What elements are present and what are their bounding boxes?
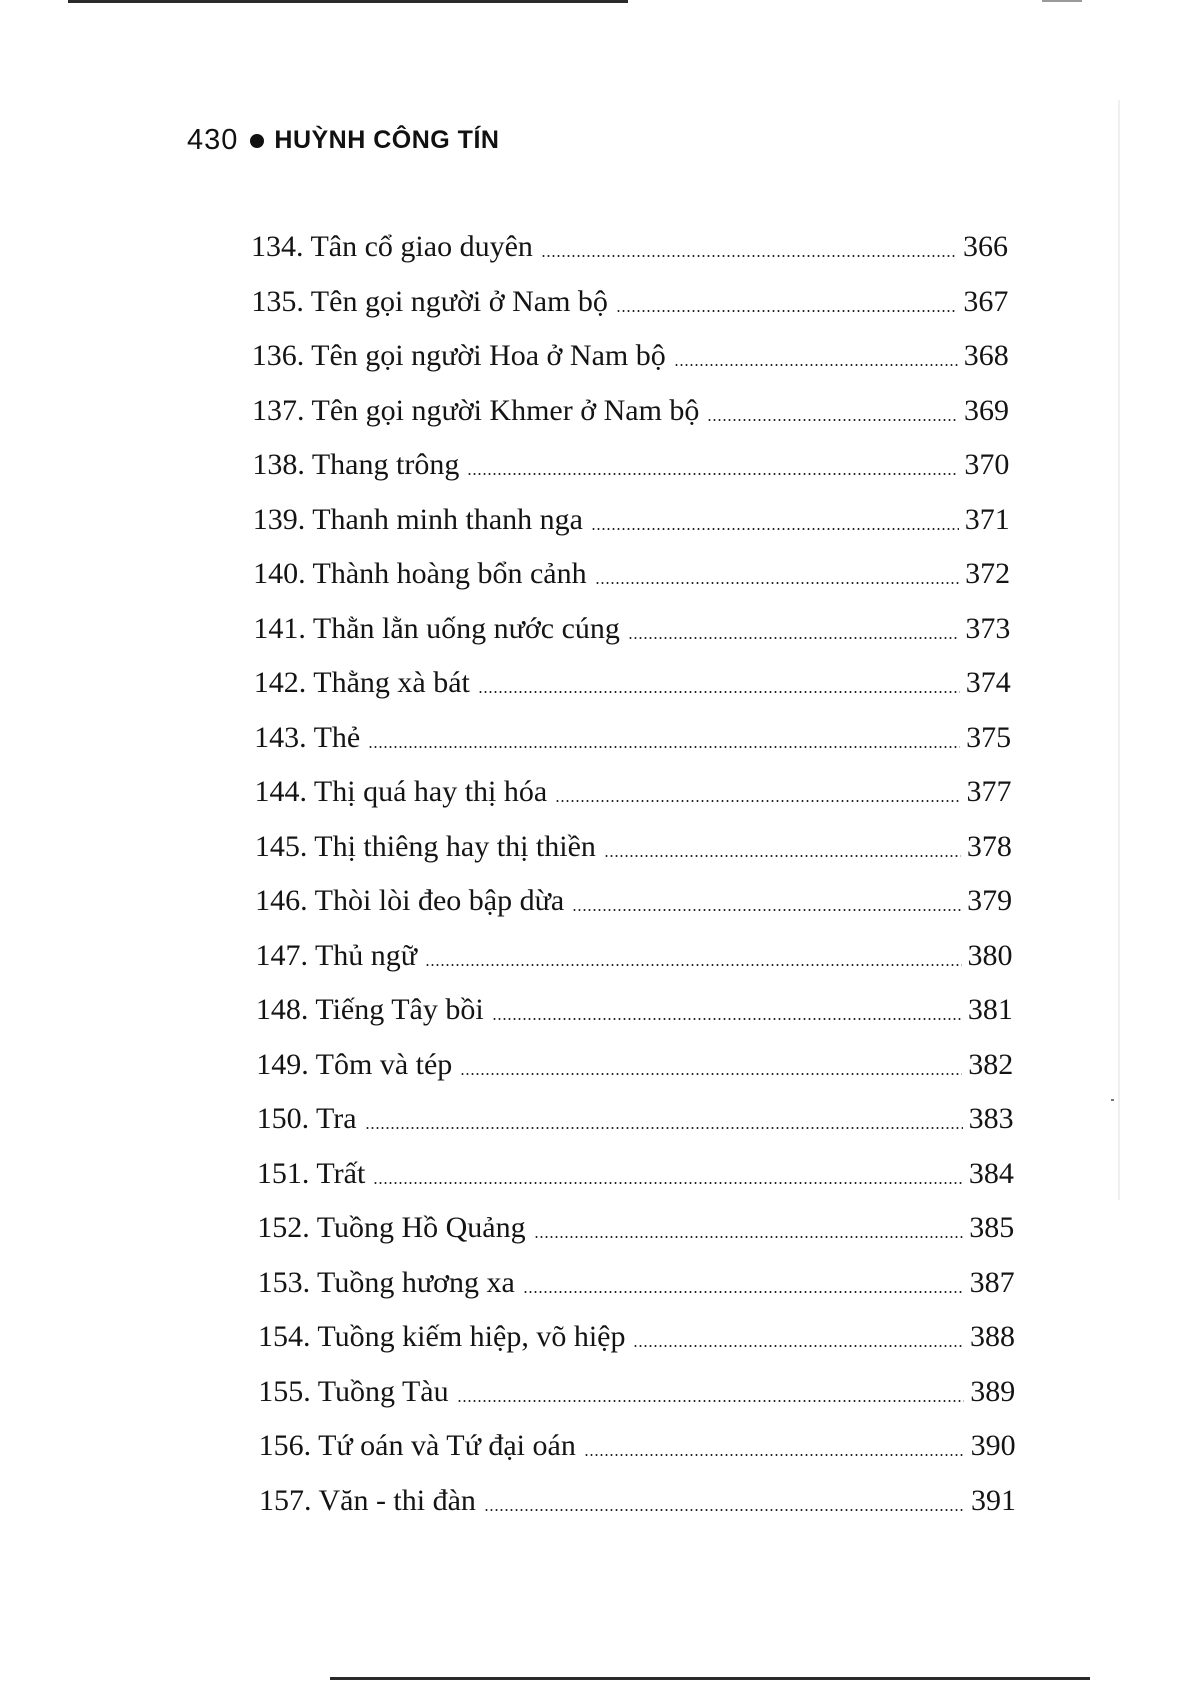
toc-entry-page: 382 — [968, 1047, 1014, 1081]
toc-entry-page: 379 — [967, 884, 1013, 917]
dot-leader — [591, 498, 965, 542]
author-name: HUỲNH CÔNG TÍN — [274, 126, 500, 154]
toc-entry-page: 391 — [971, 1483, 1016, 1517]
toc-entry[interactable] — [256, 934, 1013, 978]
scan-edge-bottom — [330, 1677, 1090, 1680]
dot-leader — [484, 1479, 971, 1523]
toc-entry[interactable] — [259, 1479, 1016, 1523]
dot-leader — [373, 1152, 969, 1196]
toc-entry-title: 142. Thằng xà bát — [253, 666, 470, 699]
toc-entry[interactable] — [255, 879, 1012, 923]
toc-entry-page: 375 — [966, 720, 1012, 754]
toc-entry-page: 378 — [966, 829, 1012, 863]
page-number: 430 — [187, 124, 239, 156]
toc-entry[interactable] — [254, 661, 1011, 705]
dot-leader — [541, 225, 963, 269]
toc-entry-page: 389 — [970, 1374, 1016, 1408]
dot-leader — [467, 443, 964, 487]
toc-entry[interactable] — [258, 1370, 1015, 1414]
toc-entry[interactable] — [259, 1424, 1016, 1468]
toc-entry[interactable] — [257, 1097, 1014, 1141]
toc-entry-page: 367 — [963, 284, 1009, 318]
toc-entry-title: 151. Trất — [256, 1156, 366, 1190]
toc-entry[interactable] — [258, 1315, 1015, 1359]
dot-leader — [534, 1206, 970, 1250]
dot-leader — [707, 389, 964, 433]
toc-entry-title: 148. Tiếng Tây bồi — [255, 993, 484, 1026]
toc-entry-page: 385 — [969, 1211, 1015, 1244]
toc-entry-title: 153. Tuồng hương xa — [257, 1265, 515, 1299]
toc-entry-title: 152. Tuồng Hồ Quảng — [257, 1211, 526, 1244]
toc-entry-title: 154. Tuồng kiếm hiệp, võ hiệp — [257, 1320, 626, 1353]
toc-entry[interactable] — [256, 1043, 1013, 1087]
toc-entry[interactable] — [254, 770, 1011, 814]
dot-leader — [584, 1424, 971, 1468]
toc-entry-title: 156. Tứ oán và Tứ đại oán — [258, 1429, 576, 1462]
toc-entry[interactable] — [251, 280, 1008, 324]
toc-entry-title: 145. Thị thiêng hay thị thiền — [254, 829, 596, 863]
dot-leader — [595, 552, 965, 596]
toc-entry[interactable] — [255, 825, 1012, 869]
toc-entry-page: 381 — [967, 993, 1013, 1026]
toc-entry-page: 380 — [967, 938, 1013, 972]
toc-entry[interactable] — [253, 607, 1010, 651]
toc-entry[interactable] — [257, 1152, 1014, 1196]
toc-entry[interactable] — [257, 1206, 1014, 1250]
toc-entry-title: 147. Thủ ngữ — [255, 938, 418, 972]
dot-leader — [460, 1043, 968, 1087]
dot-leader — [425, 934, 967, 978]
toc-entry-title: 139. Thanh minh thanh nga — [252, 502, 583, 536]
toc-entry[interactable] — [252, 334, 1009, 378]
dot-leader — [674, 334, 964, 378]
toc-entry[interactable] — [253, 552, 1010, 596]
dot-leader — [604, 825, 967, 869]
dot-leader — [633, 1315, 969, 1359]
dot-leader — [555, 770, 966, 814]
toc-entry-title: 150. Tra — [256, 1102, 357, 1135]
toc-entry-page: 372 — [965, 557, 1011, 590]
dot-leader — [365, 1097, 969, 1141]
toc-entry-title: 137. Tên gọi người Khmer ở Nam bộ — [252, 393, 700, 427]
toc-entry-title: 144. Thị quá hay thị hóa — [254, 775, 548, 808]
dot-leader — [492, 988, 968, 1032]
toc-entry-page: 387 — [969, 1265, 1015, 1299]
toc-entry-page: 366 — [963, 230, 1008, 263]
toc-entry-title: 149. Tôm và tép — [256, 1047, 453, 1081]
toc-entry[interactable] — [256, 988, 1013, 1032]
dot-leader — [616, 280, 963, 324]
toc-entry-page: 384 — [968, 1156, 1014, 1190]
toc-entry-title: 141. Thằn lằn uống nước cúng — [253, 611, 620, 645]
toc-entry[interactable] — [252, 443, 1009, 487]
toc-entry[interactable] — [251, 225, 1008, 269]
toc-entry-page: 390 — [970, 1429, 1016, 1462]
dot-leader — [572, 879, 967, 923]
dot-leader — [457, 1370, 971, 1414]
toc-entry-page: 370 — [964, 448, 1010, 481]
toc-entry-page: 377 — [966, 775, 1012, 808]
toc-entry-title: 135. Tên gọi người ở Nam bộ — [251, 284, 608, 318]
toc-entry-page: 373 — [965, 611, 1011, 645]
dot-leader — [368, 716, 966, 760]
dot-leader — [628, 607, 965, 651]
toc-entry[interactable] — [253, 498, 1010, 542]
toc-entry[interactable] — [252, 389, 1009, 433]
toc-entry-title: 134. Tân cổ giao duyên — [251, 230, 533, 263]
toc-entry-page: 369 — [964, 393, 1010, 427]
toc-entry-page: 371 — [964, 502, 1010, 536]
toc-entry-page: 383 — [968, 1102, 1014, 1135]
dot-leader — [523, 1261, 970, 1305]
toc-entry-title: 138. Thang trông — [252, 448, 460, 481]
dot-leader — [478, 661, 966, 705]
toc-entry[interactable] — [254, 716, 1011, 760]
toc-entry-page: 388 — [969, 1320, 1015, 1353]
toc-entry[interactable] — [258, 1261, 1015, 1305]
toc-entry-title: 155. Tuồng Tàu — [258, 1374, 449, 1408]
toc-entry-title: 146. Thòi lòi đeo bập dừa — [255, 884, 565, 917]
toc-entry-title: 143. Thẻ — [254, 720, 361, 754]
toc-entry-title: 136. Tên gọi người Hoa ở Nam bộ — [251, 339, 666, 372]
toc-entry-title: 157. Văn - thi đàn — [259, 1483, 476, 1517]
toc-entry-page: 368 — [963, 339, 1009, 372]
toc-entry-page: 374 — [965, 666, 1011, 699]
toc-entry-title: 140. Thành hoàng bổn cảnh — [253, 557, 587, 590]
